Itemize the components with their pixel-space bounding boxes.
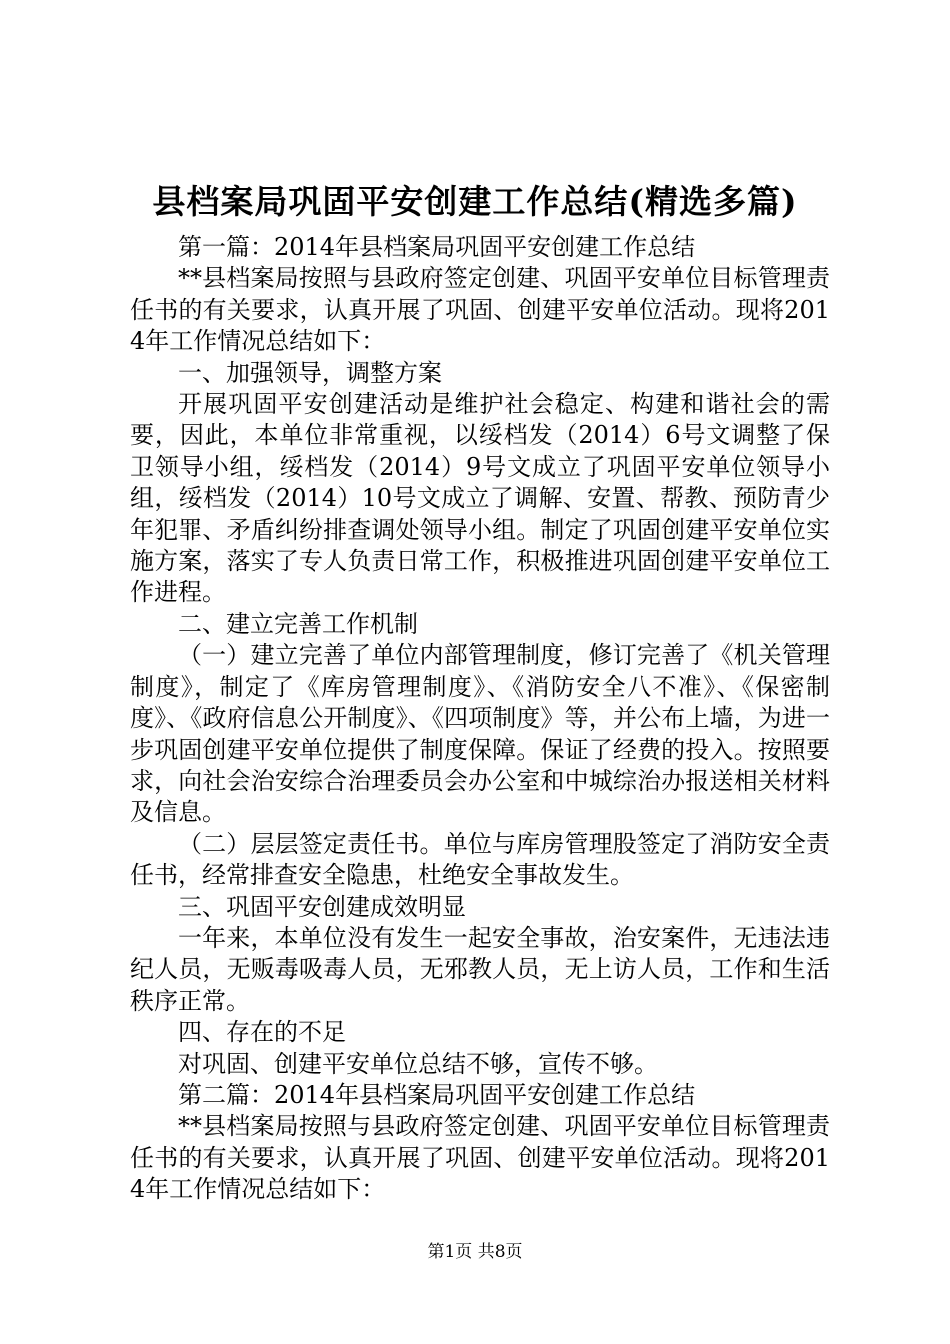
paragraph: （一）建立完善了单位内部管理制度，修订完善了《机关管理制度》，制定了《库房管理制度》、《消防安全八不准》、《保密制度》、《政府信息公开制度》、《四项制度》等，并公布上墙，为进一步巩固创建平安单位提供了制度保障。保证了经费的投入。按照要求，向社会治安综合治理委员会办公室和中城综治办报送相关材料及信息。 xyxy=(130,641,830,827)
section-heading: 二、建立完善工作机制 xyxy=(178,609,418,638)
page-number-footer: 第1页 共8页 xyxy=(427,1242,523,1262)
paragraph: 开展巩固平安创建活动是维护社会稳定、构建和谐社会的需要，因此，本单位非常重视，以绥档发（2014）6号文调整了保卫领导小组，绥档发（2014）9号文成立了巩固平安单位领导小组，绥档发（2014）10号文成立了调解、安置、帮教、预防青少年犯罪、矛盾纠纷排查调处领导小组。制定了巩固创建平安单位实施方案，落实了专人负责日常工作，积极推进巩固创建平安单位工作进程。 xyxy=(130,390,830,607)
paragraph: 对巩固、创建平安单位总结不够，宣传不够。 xyxy=(178,1049,658,1078)
document-body xyxy=(130,232,830,1206)
paragraph: （二）层层签定责任书。单位与库房管理股签定了消防安全责任书，经常排查安全隐患，杜绝安全事故发生。 xyxy=(130,829,830,890)
section-heading: 第一篇：2014年县档案局巩固平安创建工作总结 xyxy=(178,233,696,261)
section-heading: 第二篇：2014年县档案局巩固平安创建工作总结 xyxy=(178,1080,696,1109)
paragraph: **县档案局按照与县政府签定创建、巩固平安单位目标管理责任书的有关要求，认真开展了巩固、创建平安单位活动。现将2014年工作情况总结如下： xyxy=(130,1112,830,1204)
paragraph: **县档案局按照与县政府签定创建、巩固平安单位目标管理责任书的有关要求，认真开展了巩固、创建平安单位活动。现将2014年工作情况总结如下： xyxy=(130,264,830,356)
section-heading: 三、巩固平安创建成效明显 xyxy=(178,892,466,921)
paragraph: 一年来，本单位没有发生一起安全事故，治安案件，无违法违纪人员，无贩毒吸毒人员，无邪教人员，无上访人员，工作和生活秩序正常。 xyxy=(130,923,830,1015)
document-title: 县档案局巩固平安创建工作总结(精选多篇) xyxy=(152,182,798,221)
section-heading: 四、存在的不足 xyxy=(178,1018,346,1047)
section-heading: 一、加强领导，调整方案 xyxy=(178,358,442,387)
